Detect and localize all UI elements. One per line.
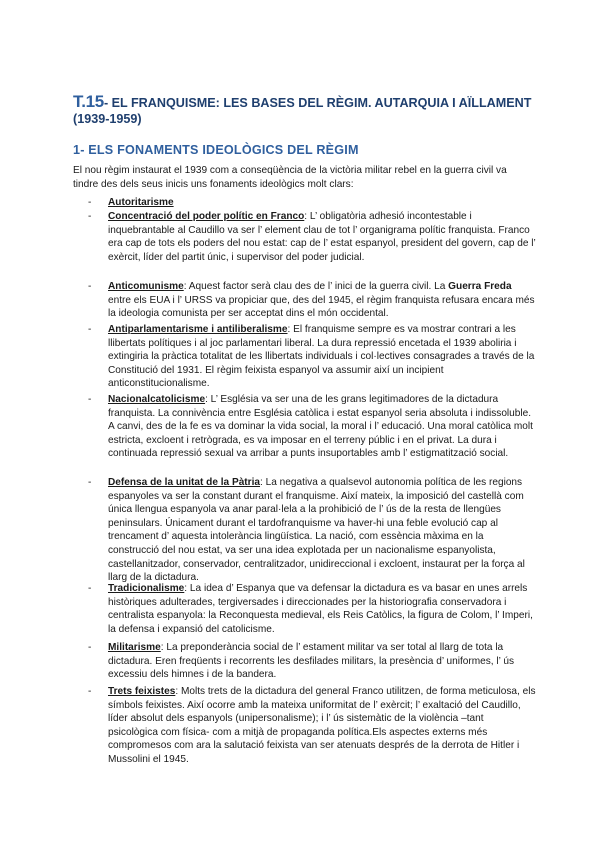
item-separator: : [304,211,308,222]
item-separator: : [205,394,208,405]
page-title [73,94,543,127]
item-term: Tradicionalisme [108,583,185,594]
item-emphasis: Guerra Freda [448,281,512,292]
item-separator: : [183,281,187,292]
list-item-text [108,641,536,682]
list-item-text [108,323,536,391]
title-text: - EL FRANQUISME: LES BASES DEL RÈGIM. AUTARQUIA I AÏLLAMENT (1939-1959) [73,96,532,126]
item-term: Concentració del poder polític en Franco [108,211,305,222]
item-description: La preponderància social de l’ estament militar va ser total al llarg de tota la dictadura. Eren freqüents i recorrents les desfilades militars, la presència d’ uniformes, l’ ús excessiu dels himnes i de la bandera. [108,642,514,681]
bullet-dash: - [88,477,92,488]
list-item-text [108,685,536,767]
list-item-text [108,196,536,210]
item-description: Molts trets de la dictadura del general Franco utilitzen, de forma meticulosa, els símbols feixistes. Així ocorre amb la mateixa uniformitat de l’ exèrcit; l’ exaltació del Caudillo, líder absolut dels espanyols (unipersonalisme); i l’ ús sistemàtic de la violència –tant psicològica com física- com a mitjà de propaganda política.Els aspectes externs més compromesos com ara la salutació feixista van ser atenuats després de la derrota de Hitler i Mussolini el 1945. [108,686,536,765]
item-description: El franquisme sempre es va mostrar contrari a les llibertats polítiques i al joc parlamentari liberal. La dura repressió encetada el 1939 aboliria i extingiria la pràctica totalitat de les llibertats individuals i col·lectives consagrades a través de la Constitució del 1931. El règim feixista espanyol va assumir així un incipient anticonstitucionalisme. [108,324,535,390]
item-term: Antiparlamentarisme i antiliberalisme [108,324,288,335]
item-description: L’ Església va ser una de les grans legitimadores de la dictadura franquista. La connivència entre Església catòlica i estat espanyol seria absoluta i indissoluble. A canvi, des de la fe es va dominar la vida social, la moral i l’ educació. Una moral catòlica molt estricta, excloent i retrògrada, es va imposar en el terreny públic i en el privat. La dura i continuada repressió sexual va arribar a punts insuportables amb l’ estigmatització social. [108,394,533,460]
bullet-dash: - [88,324,92,335]
title-number: T.15 [73,92,104,111]
list-item-text [108,210,536,264]
item-description-continued: entre els EUA i l’ URSS va propiciar que, des del 1945, el règim franquista refusara encara més la ideologia comunista per ser acceptat dins el món occidental. [108,294,535,320]
item-description: La negativa a qualsevol autonomia política de les regions espanyoles va ser la constant durant el franquisme. Així mateix, la imposició del castellà com única llengua espanyola va anar paral·lela a la prohibició de l’ ús de la resta de llengües peninsulars. Únicament durant el tardofranquisme va haver-hi una feble evolució cap al trencament d’ aquesta intolerància lingüística. La nació, com essència màxima en la construcció del nou estat, va ser una idea explotada per un nacionalisme espanyolista, castellanitzador, conservador, centralitzador, unidireccional i excloent, instaurat per la força al llarg de la dictadura. [108,477,525,584]
bullet-dash: - [88,197,92,208]
bullet-dash: - [88,686,92,697]
bullet-dash: - [88,394,92,405]
intro-paragraph: El nou règim instaurat el 1939 com a conseqüència de la victòria militar rebel en la guerra civil va tindre des dels seus inicis uns fonaments ideològics molt clars: [73,165,507,190]
item-separator: : [175,686,179,697]
item-separator: : [287,324,291,335]
list-item-text [108,280,536,321]
item-separator: : [260,477,263,488]
bullet-dash: - [88,642,92,653]
item-term: Militarisme [108,642,161,653]
item-separator: : [160,642,164,653]
item-term: Autoritarisme [108,197,174,208]
bullet-dash: - [88,583,92,594]
item-separator: : [184,583,188,594]
item-description: L’ obligatòria adhesió incontestable i inquebrantable al Caudillo va ser l’ element clau de tot l’ organigrama polític franquista. Franco era cap de tots els poders del nou estat: cap de l’ estat espanyol, president del govern, cap de l’ exèrcit, líder del partit únic, i supervisor del poder judicial. [108,211,536,263]
bullet-dash: - [88,211,92,222]
item-term: Nacionalcatolicisme [108,394,206,405]
item-description: Aquest factor serà clau des de l’ inici de la guerra civil. La [186,281,449,292]
section-heading: 1- ELS FONAMENTS IDEOLÒGICS DEL RÈGIM [73,143,359,157]
list-item-text [108,476,536,585]
item-term: Trets feixistes [108,686,176,697]
list-item-text [108,582,536,636]
item-term: Anticomunisme [108,281,184,292]
item-term: Defensa de la unitat de la Pàtria [108,477,261,488]
bullet-dash: - [88,281,92,292]
item-description: La idea d’ Espanya que va defensar la dictadura es va basar en unes arrels històriques adulterades, tergiversades i direccionades per la historiografia conservadora i centralista espanyola: la Reconquesta medieval, els Reis Catòlics, la figura de Colom, l’ Imperi, la defensa i expansió del catolicisme. [108,583,533,635]
list-item-text [108,393,536,461]
